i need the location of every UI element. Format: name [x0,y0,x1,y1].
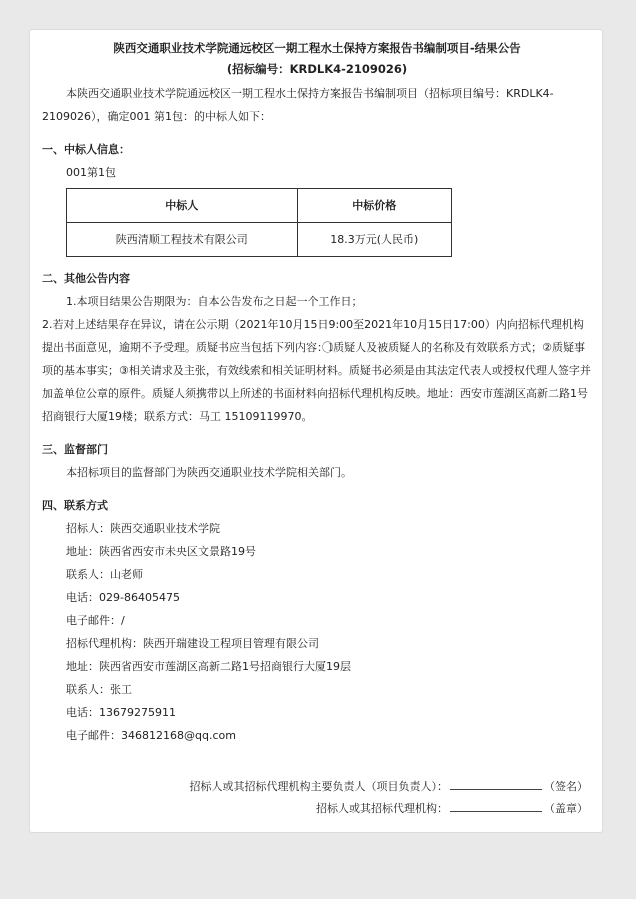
contact-line: 地址：陕西省西安市莲湖区高新二路1号招商银行大厦19层 [66,660,351,673]
table-row [67,223,452,257]
signature-line-2 [42,798,588,820]
contact-line: 电子邮件：/ [66,614,125,627]
contact-line: 电子邮件：346812168@qq.com [66,729,236,742]
title-line-2: (招标编号：KRDLK4-2109026) [226,62,408,76]
winner-name: 陕西清顺工程技术有限公司 [67,223,298,257]
signature-blank-2 [450,800,542,812]
contact-line: 地址：陕西省西安市未央区文景路19号 [66,545,256,558]
signature-suffix-2: （盖章） [544,802,588,815]
contact-line: 招标代理机构：陕西开瑞建设工程项目管理有限公司 [66,637,319,650]
contact-list [42,517,592,747]
winner-price: 18.3万元(人民币) [297,223,451,257]
table-header-row [67,189,452,223]
document-content [42,38,592,747]
signature-label-1: 招标人或其招标代理机构主要负责人（项目负责人）： [189,780,448,793]
table-header-price: 中标价格 [297,189,451,223]
package-label: 001第1包 [66,166,116,179]
title-line-1: 陕西交通职业技术学院通远校区一期工程水土保持方案报告书编制项目-结果公告 [113,41,521,55]
section3-text: 本招标项目的监督部门为陕西交通职业技术学院相关部门。 [66,466,352,479]
section2-item1: 1.本项目结果公告期限为：自本公告发布之日起一个工作日； [66,295,363,308]
signature-label-2: 招标人或其招标代理机构： [316,802,448,815]
contact-line: 招标人：陕西交通职业技术学院 [66,522,220,535]
table-header-winner: 中标人 [67,189,298,223]
contact-line: 联系人：山老师 [66,568,143,581]
contact-line: 联系人：张工 [66,683,132,696]
section3-heading: 三、监督部门 [42,443,108,456]
contact-line: 电话：029-86405475 [66,591,180,604]
winner-table [66,188,452,257]
section1-heading: 一、中标人信息： [42,143,130,156]
contact-line: 电话：13679275911 [66,706,176,719]
section4-heading: 四、联系方式 [42,499,108,512]
section2-heading: 二、其他公告内容 [42,272,130,285]
signature-suffix-1: （签名） [544,780,588,793]
section2-item2: 2.若对上述结果存在异议，请在公示期（2021年10月15日9:00至2021年10月15日17:00）内向招标代理机构提出书面意见，逾期不予受理。质疑书应当包括下列内容：1⃝质疑人及被质疑人的名称及有效联系方式；②质疑事项的基本事实；③相关请求及主张，有效线索和相关证明材料。质疑书必须是由其法定代表人或授权代理人签字并加盖单位公章的原件。质疑人须携带以上所述的书面材料向招标代理机构反映。地址：西安市莲湖区高新二路1号招商银行大厦19楼；联系方式：马工 15109119970。 [42,318,591,423]
signature-blank-1 [450,778,542,790]
signature-line-1 [42,776,588,798]
intro-paragraph: 本陕西交通职业技术学院通远校区一期工程水土保持方案报告书编制项目（招标项目编号：KRDLK4-2109026），确定001 第1包：的中标人如下： [42,87,554,123]
